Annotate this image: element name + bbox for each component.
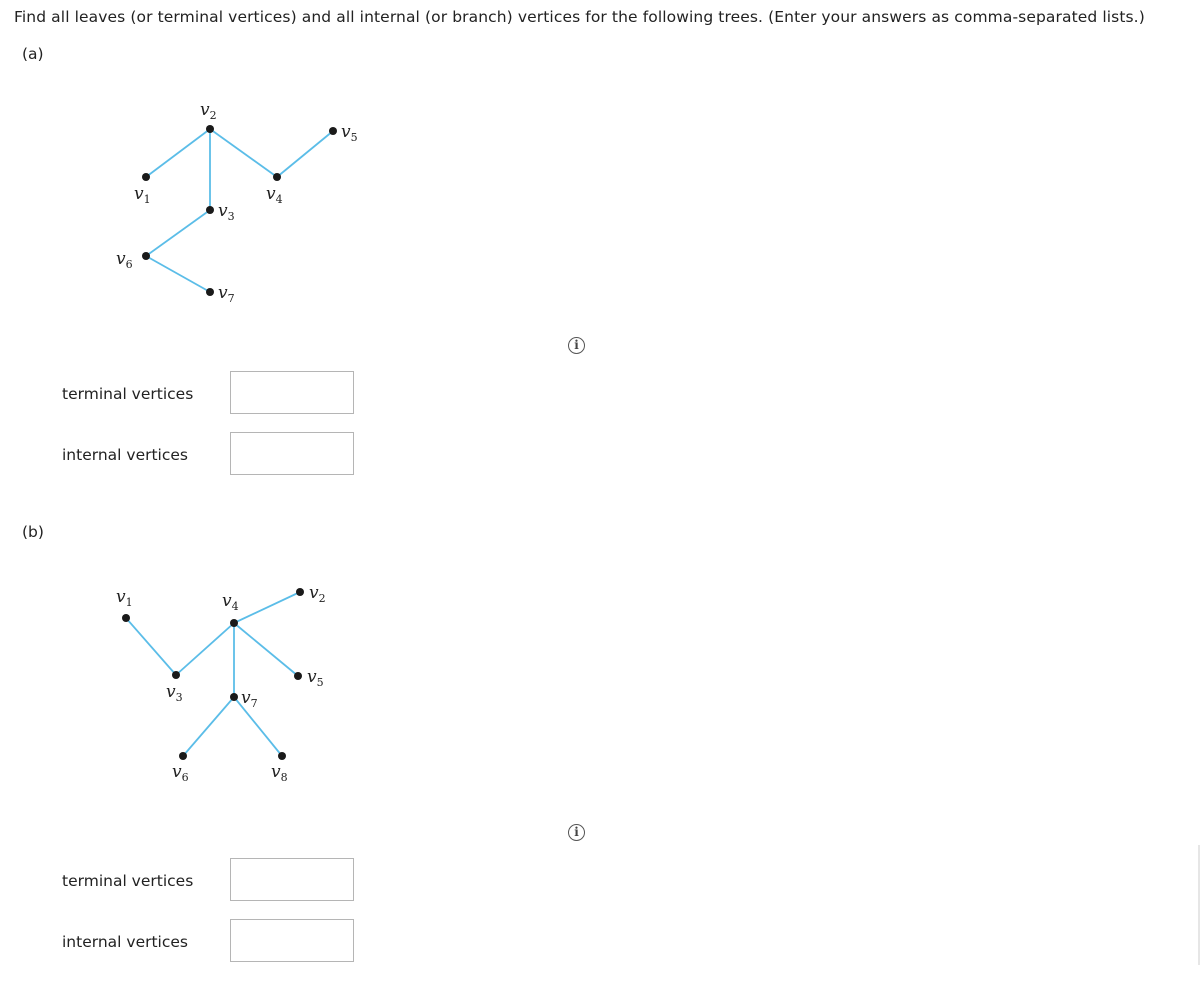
vertex-label-v7: $v_7$ (241, 688, 258, 710)
vertex-label-v1: $v_1$ (116, 587, 133, 609)
tree-vertex-v2 (296, 588, 304, 596)
tree-vertex-v8 (278, 752, 286, 760)
tree-vertex-v3 (206, 206, 214, 214)
internal-vertices-input-a[interactable] (230, 432, 354, 475)
vertex-label-v1: $v_1$ (134, 184, 151, 206)
tree-b (0, 570, 420, 800)
terminal-vertices-label-b: terminal vertices (62, 872, 194, 890)
vertex-label-v5: $v_5$ (307, 667, 324, 689)
tree-edge-v7-v6 (183, 697, 234, 756)
vertex-label-v7: $v_7$ (218, 283, 235, 305)
tree-b-diagram (0, 570, 420, 800)
tree-vertex-v4 (273, 173, 281, 181)
tree-vertex-v5 (294, 672, 302, 680)
tree-edge-v6-v7 (146, 256, 210, 292)
question-text: Find all leaves (or terminal vertices) and all internal (or branch) vertices for the following trees. (Enter your answers as comma-separated lists.) (14, 8, 1145, 26)
vertex-label-v2: $v_2$ (200, 100, 217, 122)
tree-edge-v4-v5 (277, 131, 333, 177)
tree-vertex-v4 (230, 619, 238, 627)
vertex-label-v5: $v_5$ (341, 122, 358, 144)
tree-vertex-v6 (179, 752, 187, 760)
terminal-vertices-label-a: terminal vertices (62, 385, 194, 403)
internal-vertices-label-b: internal vertices (62, 933, 188, 951)
tree-vertex-v5 (329, 127, 337, 135)
vertex-label-v2: $v_2$ (309, 583, 326, 605)
tree-vertex-v1 (122, 614, 130, 622)
vertex-label-v3: $v_3$ (218, 201, 235, 223)
tree-edge-v4-v5 (234, 623, 298, 676)
tree-edge-v1-v3 (126, 618, 176, 675)
internal-vertices-input-b[interactable] (230, 919, 354, 962)
terminal-vertices-input-b[interactable] (230, 858, 354, 901)
tree-edge-v2-v1 (146, 129, 210, 177)
tree-edge-v3-v4 (176, 623, 234, 675)
tree-vertex-v2 (206, 125, 214, 133)
internal-vertices-label-a: internal vertices (62, 446, 188, 464)
tree-vertex-v6 (142, 252, 150, 260)
tree-vertex-v3 (172, 671, 180, 679)
part-a-label: (a) (22, 45, 44, 63)
vertex-label-v4: $v_4$ (266, 184, 283, 206)
tree-vertex-v7 (206, 288, 214, 296)
part-b-label: (b) (22, 523, 44, 541)
tree-a-diagram (0, 95, 420, 310)
vertex-label-v6: $v_6$ (172, 762, 189, 784)
vertex-label-v4: $v_4$ (222, 591, 239, 613)
info-icon[interactable]: i (568, 824, 585, 841)
tree-vertex-v1 (142, 173, 150, 181)
tree-vertex-v7 (230, 693, 238, 701)
tree-edge-v3-v6 (146, 210, 210, 256)
vertex-label-v3: $v_3$ (166, 682, 183, 704)
tree-edge-v2-v4 (210, 129, 277, 177)
info-icon[interactable]: i (568, 337, 585, 354)
tree-edge-v4-v2 (234, 592, 300, 623)
terminal-vertices-input-a[interactable] (230, 371, 354, 414)
vertex-label-v6: $v_6$ (116, 249, 133, 271)
tree-a (0, 95, 420, 310)
vertex-label-v8: $v_8$ (271, 762, 288, 784)
